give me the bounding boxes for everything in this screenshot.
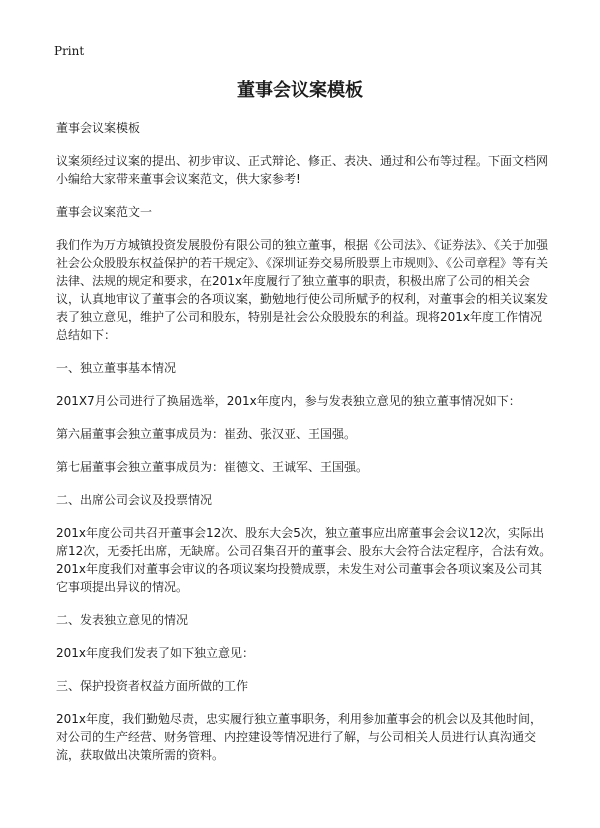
body-paragraph: 第六届董事会独立董事成员为：崔劲、张汉亚、王国强。 — [56, 427, 357, 441]
document-body — [56, 119, 552, 779]
section-heading-opinions: 二、发表独立意见的情况 — [56, 613, 189, 627]
document-title: 董事会议案模板 — [237, 80, 363, 101]
body-paragraph: 201X7月公司进行了换届选举，201x年度内，参与发表独立意见的独立董事情况如下： — [56, 394, 521, 408]
body-paragraph: 我们作为万方城镇投资发展股份有限公司的独立董事，根据《公司法》、《证券法》、《关于加强社会公众股股东权益保护的若干规定》、《深圳证券交易所股票上市规则》、《公司章程》等有关法律、法规的规定和要求，在201x年度履行了独立董事的职责，积极出席了公司的相关会议，认真地审议了董事会的各项议案，勤勉地行使公司所赋予的权利，对董事会的相关议案发表了独立意见，维护了公司和股东，特别是社会公众股股东的利益。现将201x年度工作情况总结如下： — [56, 238, 549, 342]
section-heading-attendance: 二、出席公司会议及投票情况 — [56, 493, 213, 507]
body-paragraph: 201x年度公司共召开董事会12次、股东大会5次，独立董事应出席董事会会议12次，实际出席12次，无委托出席，无缺席。公司召集召开的董事会、股东大会符合法定程序，合法有效。201x年度我们对董事会审议的各项议案均投赞成票，未发生对公司董事会各项议案及公司其它事项提出异议的情况。 — [56, 526, 552, 594]
body-paragraph: 201x年度我们发表了如下独立意见： — [56, 646, 255, 660]
body-paragraph: 第七届董事会独立董事成员为：崔德文、王诚军、王国强。 — [56, 460, 369, 474]
body-paragraph: 201x年度，我们勤勉尽责，忠实履行独立董事职务，利用参加董事会的机会以及其他时间，对公司的生产经营、财务管理、内控建设等情况进行了解，与公司相关人员进行认真沟通交流，获取做出决策所需的资料。 — [56, 712, 543, 762]
section-heading-investor-protection: 三、保护投资者权益方面所做的工作 — [56, 679, 249, 693]
intro-paragraph: 议案须经过议案的提出、初步审议、正式辩论、修正、表决、通过和公布等过程。下面文档网小编给大家带来董事会议案范文，供大家参考! — [56, 154, 549, 186]
section-heading-basic-info: 一、独立董事基本情况 — [56, 361, 177, 375]
section-heading-sample-one: 董事会议案范文一 — [56, 205, 153, 219]
print-link[interactable]: Print — [54, 44, 85, 58]
subtitle-paragraph: 董事会议案模板 — [56, 121, 141, 135]
